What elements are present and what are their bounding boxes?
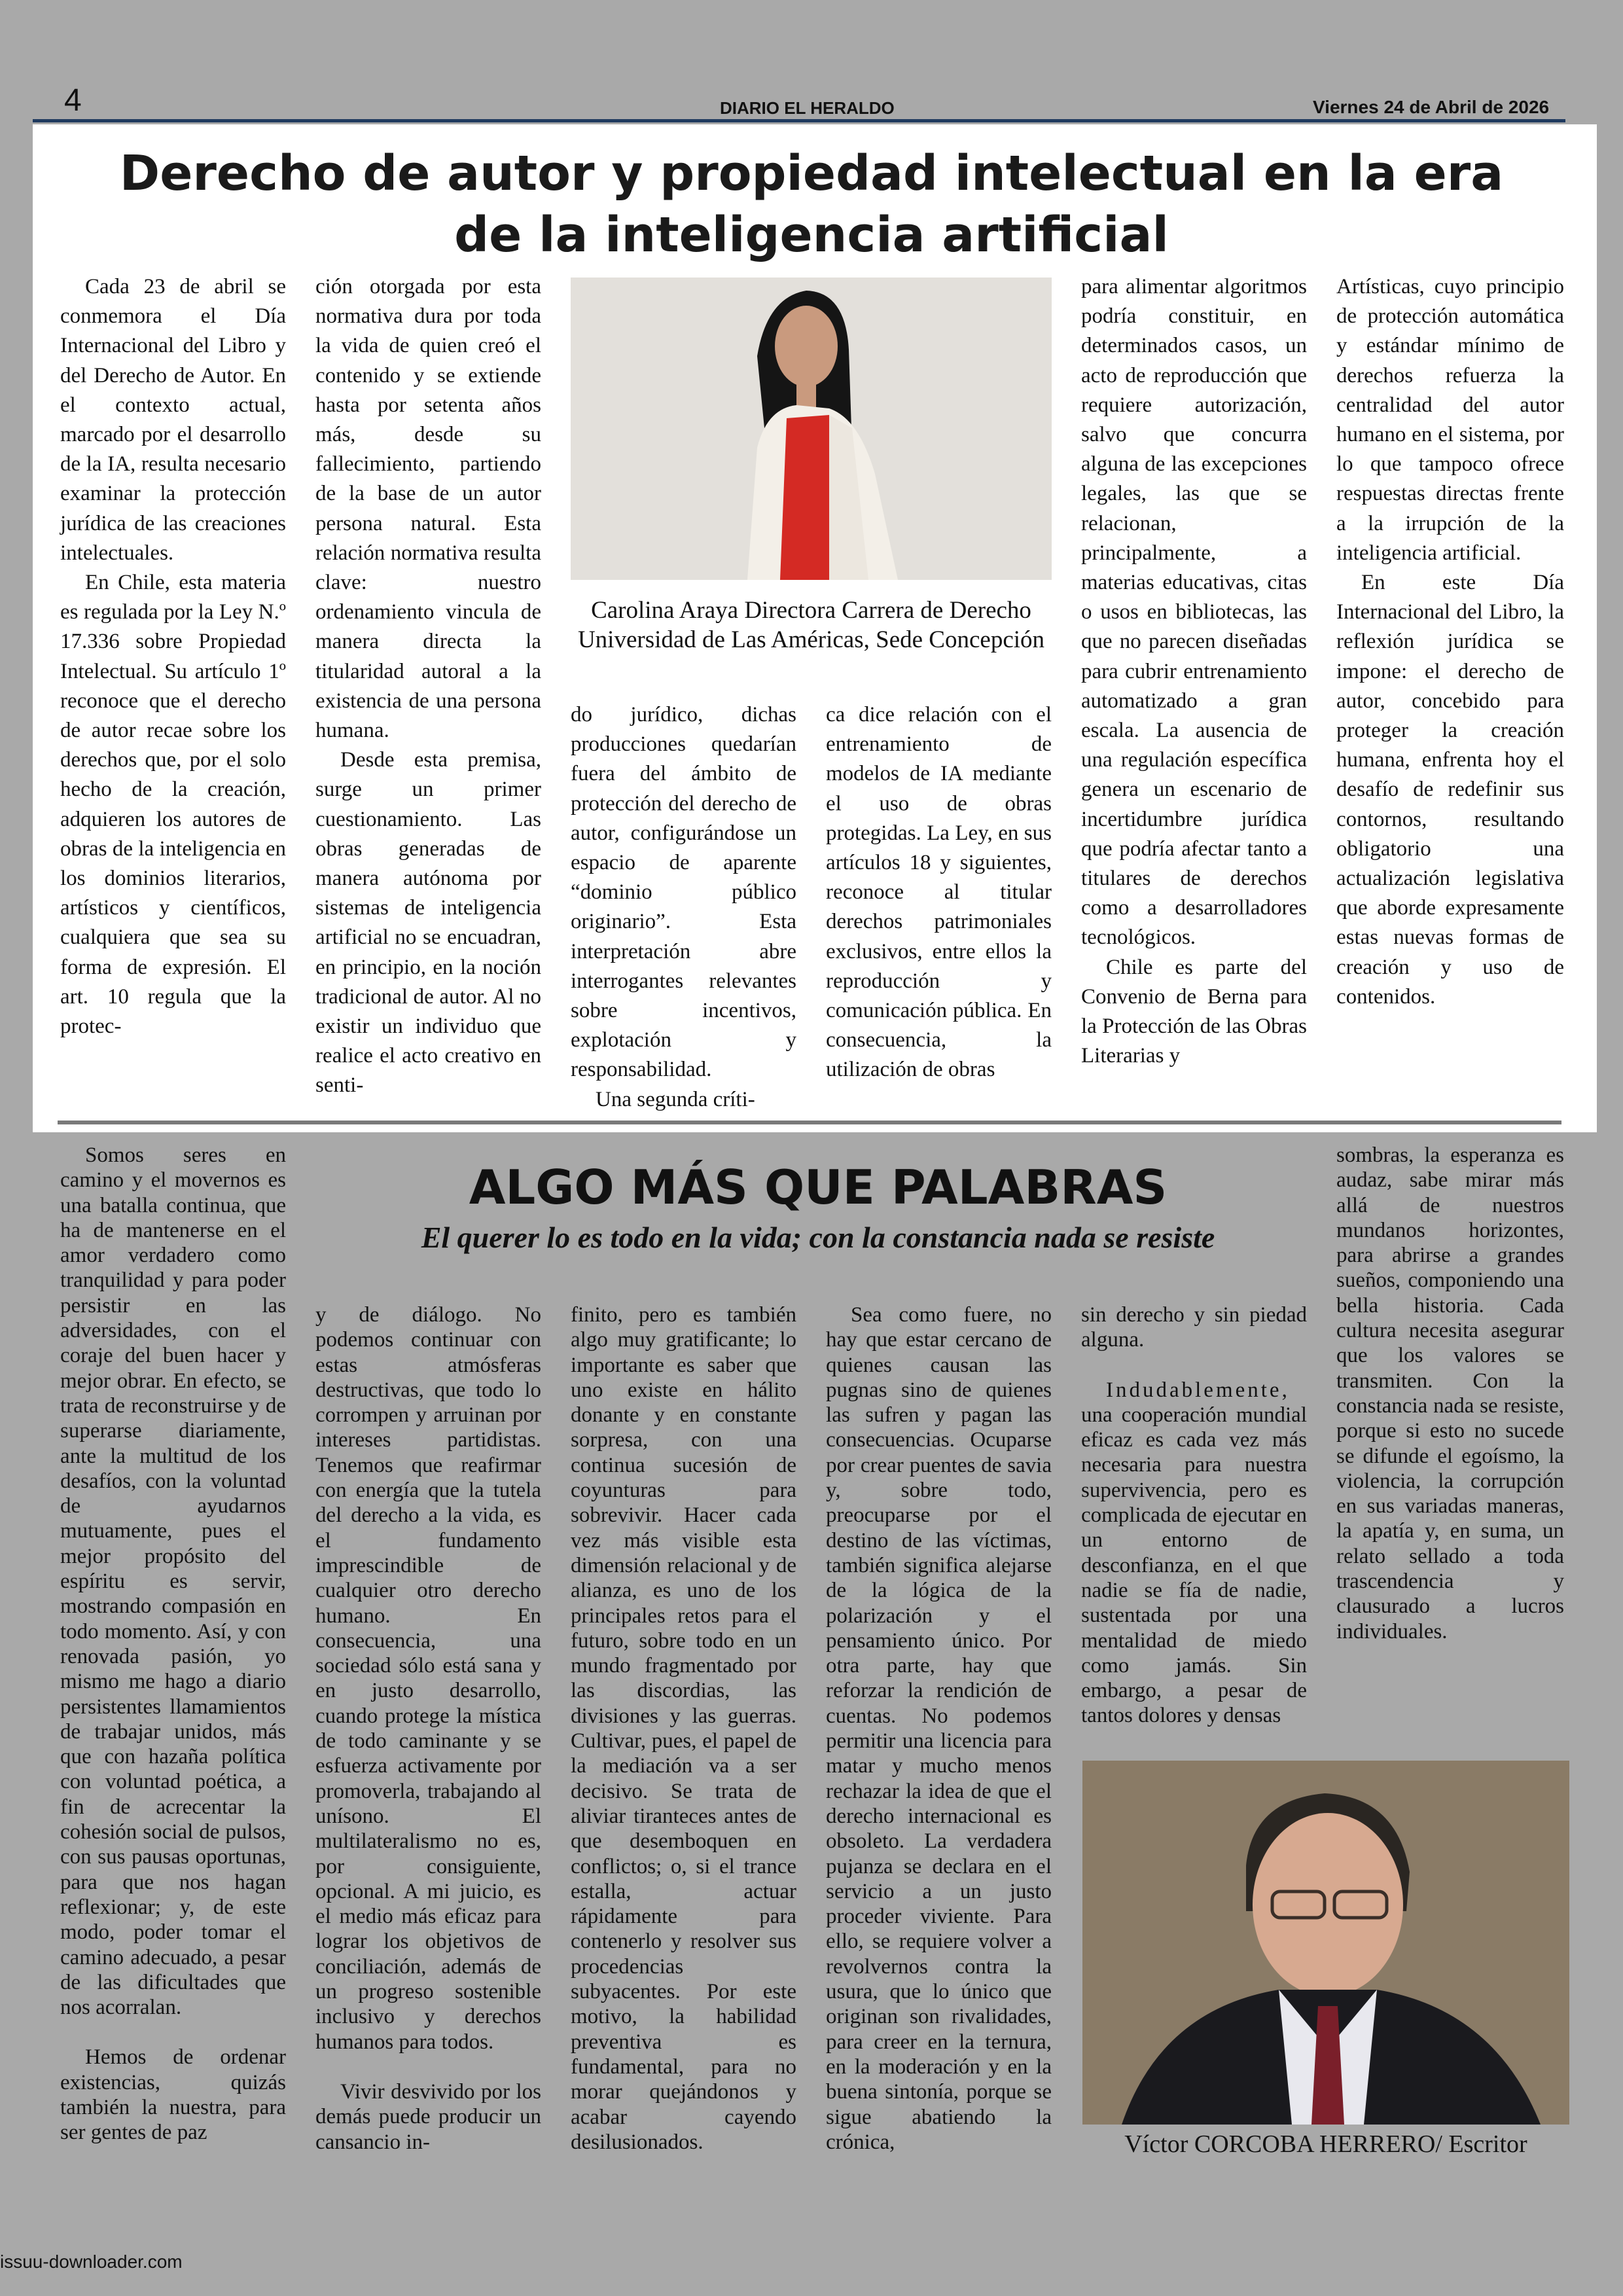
article-1-column-6 (1336, 272, 1564, 1012)
article-2-column-5 (1081, 1302, 1307, 1729)
paragraph: Artísticas, cuyo principio de protección automática y estándar mínimo de derechos refuerza la centralidad del autor humano en el sistema, por lo que tampoco ofrece respuestas directas frente a la irrupción de la inteligencia artificial. (1336, 275, 1564, 565)
newspaper-name: DIARIO EL HERALDO (720, 98, 895, 118)
article-2-title: ALGO MÁS QUE PALABRAS (469, 1160, 1168, 1215)
paragraph: sombras, la esperanza es audaz, sabe mirar más allá de nuestros mundanos horizontes, para abrirse a grandes sueños, componiendo una bella historia. Cada cultura necesita asegurar que los valores se transmiten. Con la constancia nada se resiste, porque si esto no sucede se difunde el egoísmo, la violencia, la corrupción en sus variadas maneras, la apatía y, en suma, un relato sellado a toda trascendencia y clausurado a lucros individuales. (1336, 1143, 1564, 1643)
article-1-column-2 (315, 272, 541, 1101)
paragraph-body: una cooperación mundial eficaz es cada vez más necesaria para nuestra supervivencia, pero es complicada de ejecutar en un entorno de desconfianza, en el que nadie se fía de nadie, sustentada por una mentalidad de miedo como jamás. Sin embargo, a pesar de tantos dolores y densas (1081, 1403, 1307, 1728)
article-2-column-4 (826, 1302, 1052, 2155)
article-2-column-1 (60, 1143, 286, 2145)
paragraph: Somos seres en camino y el movernos es una batalla continua, que ha de mantenerse en el amor verdadero como tranquilidad y para poder persistir en las adversidades, con el coraje del buen hacer y mejor obrar. En efecto, se trata de reconstruirse y de superarse diariamente, ante la multitud de los desafíos, con la voluntad de ayudarnos mutuamente, pues el mejor propósito del espíritu es servir, mostrando compasión en todo momento. Así, y con renovada pasión, yo mismo me hago a diario persistentes llamamientos de trabajar unidos, más que con hazaña política con voluntad poética, a fin de acrecentar la cohesión social de pulsos, con sus pausas oportunas, para que nos hagan reflexionar; y, de este modo, poder tomar el camino adecuado, a pesar de las dificultades que nos acorralan. (60, 1143, 286, 2020)
article-1-column-3 (571, 700, 796, 1115)
lead-word: Indudablemente, (1106, 1378, 1290, 1402)
issue-date: Viernes 24 de Abril de 2026 (1313, 97, 1550, 117)
page-number: 4 (64, 83, 82, 118)
paragraph: sin derecho y sin piedad alguna. (1081, 1303, 1307, 1352)
article-2-column-3 (571, 1302, 796, 2155)
paragraph: ca dice relación con el entrenamiento de modelos de IA mediante el uso de obras protegidas. La Ley, en sus artículos 18 y siguientes, reconoce al titular derechos patrimoniales exclusivos, entre ellos la reproducción y comunicación pública. En consecuencia, la utilización de obras (826, 703, 1052, 1082)
article-2-column-6 (1336, 1143, 1564, 1644)
paragraph: Hemos de ordenar existencias, quizás también la nuestra, para ser gentes de paz (60, 2045, 286, 2145)
paragraph: y de diálogo. No podemos continuar con estas atmósferas destructivas, que todo lo corrompen y arruinan por intereses partidistas. Tenemos que reafirmar con energía que la tutela del derecho a la vida, es el fundamento imprescindible de cualquier otro derecho humano. En consecuencia, una sociedad sólo está sana y en justo desarrollo, cuando protege la mística de todo caminante y se esfuerza activamente por promoverla, trabajando al unísono. El multilateralismo no es, por consiguiente, opcional. A mi juicio, es el medio más eficaz para lograr los objetivos de conciliación, además de un progreso sostenible inclusivo y derechos humanos para todos. (315, 1303, 541, 2054)
paragraph (1081, 1378, 1307, 1729)
portrait-illustration (1082, 1761, 1569, 2125)
paragraph: finito, pero es también algo muy gratificante; lo importante es saber que uno existe en hálito donante y en constante sorpresa, con una continua sucesión de coyunturas para sobrevivir. Hacer cada vez más visible esta dimensión relacional y de alianza, es uno de los principales retos para el futuro, sobre todo en un mundo fragmentado por las discordias, las divisiones y las guerras. Cultivar, pues, el papel de la mediación va a ser decisivo. Se trata de aliviar tiranteces antes de que desemboquen en conflictos; o, si el trance estalla, actuar rápidamente para contenerlo y resolver sus procedencias subyacentes. Por este motivo, la habilidad preventiva es fundamental, para no morar quejándonos y acabar cayendo desilusionados. (571, 1303, 796, 2154)
photo-caption: Carolina Araya Directora Carrera de Derecho Universidad de Las Américas, Sede Concepción (577, 597, 1045, 653)
author-photo-victor-corcoba (1082, 1761, 1569, 2125)
watermark: issuu-downloader.com (0, 2251, 183, 2272)
paragraph: En este Día Internacional del Libro, la reflexión jurídica se impone: el derecho de autor, concebido para proteger la creación humana, enfrenta hoy el desafío de redefinir sus contornos, resultando obligatorio una actualización legislativa que aborde expresamente estas nuevas formas de creación y uso de contenidos. (1336, 571, 1564, 1009)
portrait-illustration (571, 278, 1052, 580)
article-1-title: Derecho de autor y propiedad intelectual en la era de la inteligencia artificial (119, 145, 1504, 263)
paragraph: En Chile, esta materia es regulada por la Ley N.º 17.336 sobre Propiedad Intelectual. Su artículo 1º reconoce que el derecho de autor recae sobre los derechos que, por el solo hecho de la creación, adquieren los autores de obras de la inteligencia en los dominios literarios, artísticos y científicos, cualquiera que sea su forma de expresión. El art. 10 regula que la protec- (60, 571, 286, 1039)
paragraph: ción otorgada por esta normativa dura por toda la vida de quien creó el contenido y se extiende hasta por setenta años más, desde su fallecimiento, partiendo de la base de un autor persona natural. Esta relación normativa resulta clave: nuestro ordenamiento vincula de manera directa la titularidad autoral a la existencia de una persona humana. (315, 275, 541, 743)
paragraph: Sea como fuere, no hay que estar cercano de quienes causan las pugnas sino de quienes las sufren y pagan las consecuencias. Ocuparse por crear puentes de savia y, sobre todo, preocuparse por el destino de las víctimas, también significa alejarse de la lógica de la polarización y el pensamiento único. Por otra parte, hay que reforzar la rendición de cuentas. No podemos permitir una licencia para matar y mucho menos rechazar la idea de que el derecho internacional es obsoleto. La verdadera pujanza se declara en el servicio a un justo proceder viviente. Para ello, se requiere volver a revolvernos contra la usura, que lo único que originan son rivalidades, para creer en la ternura, en la moderación y en la buena sintonía, porque se sigue abatiendo la crónica, (826, 1303, 1052, 2154)
article-1-column-5 (1081, 272, 1307, 1071)
paragraph: Desde esta premisa, surge un primer cuestionamiento. Las obras generadas de manera autónoma por sistemas de inteligencia artificial no se encuadran, en principio, en la noción tradicional de autor. Al no existir un individuo que realice el acto creativo en senti- (315, 748, 541, 1098)
article-2-column-2 (315, 1302, 541, 2155)
article-1-column-1 (60, 272, 286, 1041)
section-divider (58, 1121, 1561, 1124)
paragraph: do jurídico, dichas producciones quedarían fuera del ámbito de protección del derecho de autor, configurándose un espacio de aparente “dominio público originario”. Esta interpretación abre interrogantes relevantes sobre incentivos, explotación y responsabilidad. (571, 703, 796, 1082)
paragraph: Cada 23 de abril se conmemora el Día Internacional del Libro y del Derecho de Autor. En el contexto actual, marcado por el desarrollo de la IA, resulta necesario examinar la protección jurídica de las creaciones intelectuales. (60, 275, 286, 565)
paragraph: Chile es parte del Convenio de Berna para la Protección de las Obras Literarias y (1081, 955, 1307, 1068)
article-1-column-4 (826, 700, 1052, 1085)
article-2-subtitle: El querer lo es todo en la vida; con la constancia nada se resiste (421, 1221, 1215, 1254)
paragraph: Vivir desvivido por los demás puede producir un cansancio in- (315, 2079, 541, 2154)
header-rule (33, 119, 1565, 122)
paragraph: para alimentar algoritmos podría constituir, en determinados casos, un acto de reproducción que requiere autorización, salvo que concurra alguna de las excepciones legales, las que se relacionan, principalmente, a materias educativas, citas o usos en bibliotecas, las que no parecen diseñadas para cubrir entrenamiento automatizado a gran escala. La ausencia de una regulación específica genera un escenario de incertidumbre jurídica que podría afectar tanto a titulares de derechos como a desarrolladores tecnológicos. (1081, 275, 1307, 950)
author-photo-carolina-araya (571, 278, 1052, 580)
paragraph: Una segunda críti- (596, 1087, 755, 1111)
photo-caption: Víctor CORCOBA HERRERO/ Escritor (1124, 2130, 1527, 2158)
